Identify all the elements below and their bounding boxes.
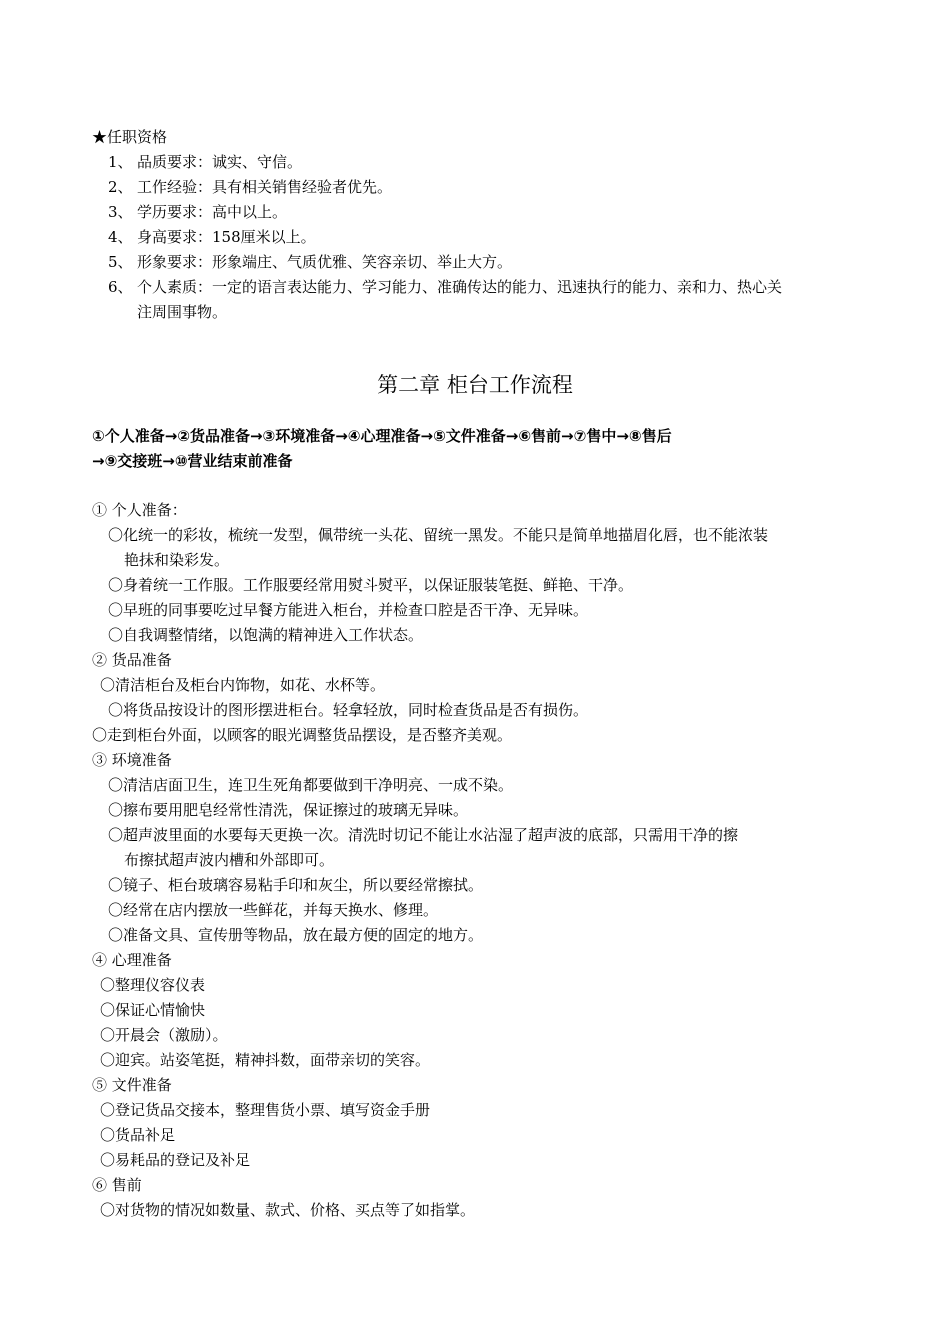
- list-item: 〇整理仪容仪表: [100, 976, 206, 994]
- section-heading-personal: ① 个人准备：: [92, 501, 187, 519]
- list-item: 〇将货品按设计的图形摆进柜台。轻拿轻放，同时检查货品是否有损伤。: [108, 701, 589, 719]
- qualification-number: 3、: [108, 203, 133, 221]
- list-item-continued: 布擦拭超声波内槽和外部即可。: [124, 851, 335, 869]
- list-item: 〇登记货品交接本，整理售货小票、填写资金手册: [100, 1101, 431, 1119]
- chapter-title: 第二章 柜台工作流程: [377, 373, 573, 397]
- qualification-item: 工作经验：具有相关销售经验者优先。: [137, 178, 393, 196]
- list-item: 〇身着统一工作服。工作服要经常用熨斗熨平，以保证服装笔挺、鲜艳、干净。: [108, 576, 634, 594]
- qualification-number: 6、: [108, 278, 133, 296]
- list-item: 〇对货物的情况如数量、款式、价格、买点等了如指掌。: [100, 1201, 476, 1219]
- qualification-item: 学历要求：高中以上。: [137, 203, 288, 221]
- flow-summary-line-1: ①个人准备→②货品准备→③环境准备→④心理准备→⑤文件准备→⑥售前→⑦售中→⑧售后: [92, 427, 672, 445]
- list-item: 〇保证心情愉快: [100, 1001, 206, 1019]
- list-item: 〇开晨会（激励）。: [100, 1026, 228, 1044]
- section-heading-environment: ③ 环境准备: [92, 751, 172, 769]
- qualification-item: 形象要求：形象端庄、气质优雅、笑容亲切、举止大方。: [137, 253, 513, 271]
- list-item: 〇擦布要用肥皂经常性清洗，保证擦过的玻璃无异味。: [108, 801, 469, 819]
- list-item: 〇迎宾。站姿笔挺，精神抖数，面带亲切的笑容。: [100, 1051, 431, 1069]
- qualification-number: 1、: [108, 153, 133, 171]
- section-heading-presale: ⑥ 售前: [92, 1176, 142, 1194]
- flow-summary-line-2: →⑨交接班→⑩营业结束前准备: [92, 452, 293, 470]
- list-item: 〇经常在店内摆放一些鲜花，并每天换水、修理。: [108, 901, 439, 919]
- list-item: 〇镜子、柜台玻璃容易粘手印和灰尘，所以要经常擦拭。: [108, 876, 484, 894]
- list-item: 〇清洁柜台及柜台内饰物，如花、水杯等。: [100, 676, 386, 694]
- qualification-number: 5、: [108, 253, 133, 271]
- list-item: 〇货品补足: [100, 1126, 176, 1144]
- qualifications-heading: ★任职资格: [92, 128, 168, 146]
- list-item: 〇自我调整情绪，以饱满的精神进入工作状态。: [108, 626, 424, 644]
- list-item-continued: 艳抹和染彩发。: [124, 551, 230, 569]
- section-heading-mental: ④ 心理准备: [92, 951, 172, 969]
- section-heading-goods: ② 货品准备: [92, 651, 172, 669]
- section-heading-documents: ⑤ 文件准备: [92, 1076, 172, 1094]
- list-item: 〇超声波里面的水要每天更换一次。清洗时切记不能让水沾湿了超声波的底部，只需用干净的擦: [108, 826, 739, 844]
- list-item: 〇清洁店面卫生，连卫生死角都要做到干净明亮、一成不染。: [108, 776, 514, 794]
- list-item: 〇准备文具、宣传册等物品，放在最方便的固定的地方。: [108, 926, 484, 944]
- qualification-number: 2、: [108, 178, 133, 196]
- list-item: 〇走到柜台外面，以顾客的眼光调整货品摆设，是否整齐美观。: [92, 726, 513, 744]
- list-item: 〇早班的同事要吃过早餐方能进入柜台，并检查口腔是否干净、无异味。: [108, 601, 589, 619]
- qualification-item: 身高要求：158厘米以上。: [137, 228, 316, 246]
- qualification-number: 4、: [108, 228, 133, 246]
- qualification-item: 个人素质：一定的语言表达能力、学习能力、准确传达的能力、迅速执行的能力、亲和力、热心关: [137, 278, 783, 296]
- list-item: 〇化统一的彩妆，梳统一发型，佩带统一头花、留统一黑发。不能只是简单地描眉化唇，也不能浓装: [108, 526, 769, 544]
- list-item: 〇易耗品的登记及补足: [100, 1151, 251, 1169]
- qualification-item: 品质要求：诚实、守信。: [137, 153, 303, 171]
- qualification-item-continued: 注周围事物。: [137, 303, 228, 321]
